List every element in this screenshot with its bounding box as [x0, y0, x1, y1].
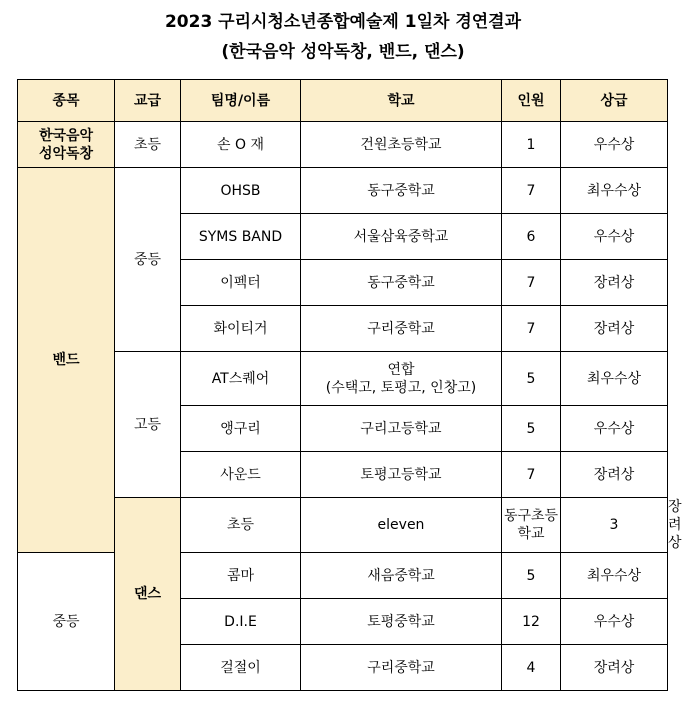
level-cell: 초등	[115, 122, 181, 168]
header-team: 팀명/이름	[181, 80, 301, 122]
table-row	[18, 168, 668, 214]
table-row	[18, 122, 668, 168]
header-school: 학교	[301, 80, 502, 122]
award-cell: 우수상	[561, 122, 668, 168]
team-cell: 콤마	[181, 553, 301, 599]
team-cell: D.I.E	[181, 599, 301, 645]
award-cell: 최우수상	[561, 352, 668, 406]
team-cell: eleven	[301, 498, 502, 553]
school-cell: 동구중학교	[301, 260, 502, 306]
team-cell: 화이티거	[181, 306, 301, 352]
count-cell: 7	[502, 168, 561, 214]
header-award: 상급	[561, 80, 668, 122]
school-cell: 서울삼육중학교	[301, 214, 502, 260]
level-cell: 중등	[18, 553, 115, 691]
count-cell: 5	[502, 352, 561, 406]
results-table	[17, 79, 682, 691]
category-cell-dance: 댄스	[115, 498, 181, 691]
level-cell: 중등	[115, 168, 181, 352]
award-cell: 장려상	[561, 452, 668, 498]
school-cell: 구리중학교	[301, 645, 502, 691]
count-cell: 3	[561, 498, 668, 553]
count-cell: 12	[502, 599, 561, 645]
team-cell: SYMS BAND	[181, 214, 301, 260]
team-cell: 손 O 재	[181, 122, 301, 168]
count-cell: 7	[502, 260, 561, 306]
count-cell: 1	[502, 122, 561, 168]
award-cell: 우수상	[561, 406, 668, 452]
school-cell: 동구초등학교	[502, 498, 561, 553]
school-cell: 동구중학교	[301, 168, 502, 214]
school-cell: 구리고등학교	[301, 406, 502, 452]
team-cell: AT스퀘어	[181, 352, 301, 406]
team-cell: OHSB	[181, 168, 301, 214]
header-count: 인원	[502, 80, 561, 122]
count-cell: 6	[502, 214, 561, 260]
page-title: 2023 구리시청소년종합예술제 1일차 경연결과	[164, 12, 522, 32]
award-cell: 우수상	[561, 599, 668, 645]
category-cell-korean-music: 한국음악 성악독창	[18, 122, 115, 168]
count-cell: 7	[502, 306, 561, 352]
school-cell: 건원초등학교	[301, 122, 502, 168]
count-cell: 7	[502, 452, 561, 498]
table-header-row	[18, 80, 668, 122]
school-cell: 토평중학교	[301, 599, 502, 645]
award-cell: 우수상	[561, 214, 668, 260]
school-cell: 구리중학교	[301, 306, 502, 352]
school-cell: 연합 (수택고, 토평고, 인창고)	[301, 352, 502, 406]
header-level: 교급	[115, 80, 181, 122]
category-cell-band: 밴드	[18, 168, 115, 553]
level-cell: 고등	[115, 352, 181, 498]
award-cell: 장려상	[561, 306, 668, 352]
team-cell: 사운드	[181, 452, 301, 498]
table-row	[18, 352, 668, 406]
team-cell: 걸절이	[181, 645, 301, 691]
page-subtitle: (한국음악 성악독창, 밴드, 댄스)	[221, 42, 465, 62]
award-cell: 최우수상	[561, 168, 668, 214]
school-cell: 새음중학교	[301, 553, 502, 599]
team-cell: 이펙터	[181, 260, 301, 306]
award-cell: 장려상	[561, 645, 668, 691]
team-cell: 앵구리	[181, 406, 301, 452]
count-cell: 5	[502, 406, 561, 452]
count-cell: 5	[502, 553, 561, 599]
school-cell: 토평고등학교	[301, 452, 502, 498]
count-cell: 4	[502, 645, 561, 691]
award-cell: 최우수상	[561, 553, 668, 599]
level-cell: 초등	[181, 498, 301, 553]
header-category: 종목	[18, 80, 115, 122]
award-cell: 장려상	[561, 260, 668, 306]
table-row: 댄스 초등 eleven 동구초등학교 3 장려상	[18, 498, 668, 553]
